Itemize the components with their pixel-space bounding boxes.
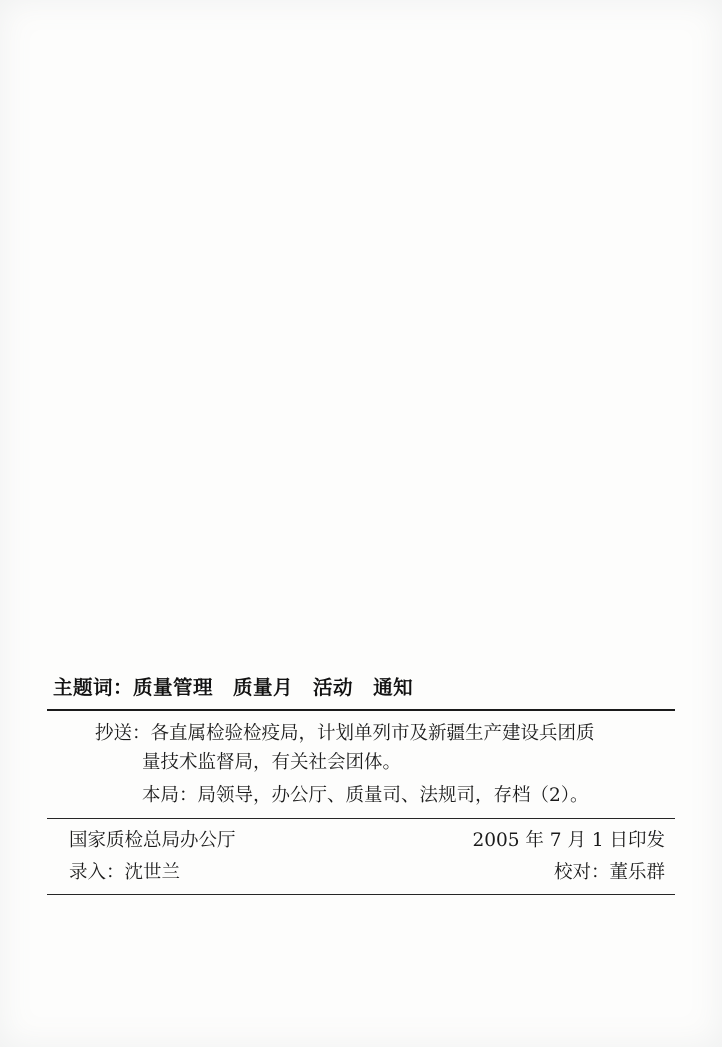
keyword-term: 质量月 xyxy=(233,676,294,699)
keyword-term: 活动 xyxy=(313,676,354,699)
keyword-term: 质量管理 xyxy=(133,676,214,699)
input-operator: 录入：沈世兰 xyxy=(69,862,181,884)
cc-text-line-2: 量技术监督局，有关社会团体。 xyxy=(142,752,402,774)
internal-distribution-text: 本局：局领导，办公厅、质量司、法规司，存档（2）。 xyxy=(142,785,589,807)
issuing-office: 国家质检总局办公厅 xyxy=(69,830,236,852)
subject-keywords-label: 主题词： xyxy=(53,676,134,699)
keyword-term: 通知 xyxy=(373,676,414,699)
cc-line-first xyxy=(51,720,671,748)
document-footer-block xyxy=(47,672,675,895)
print-date: 2005 年 7 月 1 日印发 xyxy=(472,830,665,852)
issuer-row xyxy=(51,825,671,857)
cc-text-line-1: 各直属检验检疫局，计划单列市及新疆生产建设兵团质 xyxy=(150,723,595,744)
divider-bottom xyxy=(47,894,675,895)
issuer-meta-block xyxy=(47,819,675,894)
cc-line-second xyxy=(51,749,671,777)
proofreader: 校对：董乐群 xyxy=(553,862,665,884)
staff-row xyxy=(51,857,671,889)
internal-distribution-line xyxy=(51,782,671,810)
subject-keywords-row xyxy=(47,672,675,709)
distribution-block xyxy=(47,711,675,818)
subject-keywords-list xyxy=(133,672,413,700)
cc-label-text: 抄送： xyxy=(95,723,151,744)
